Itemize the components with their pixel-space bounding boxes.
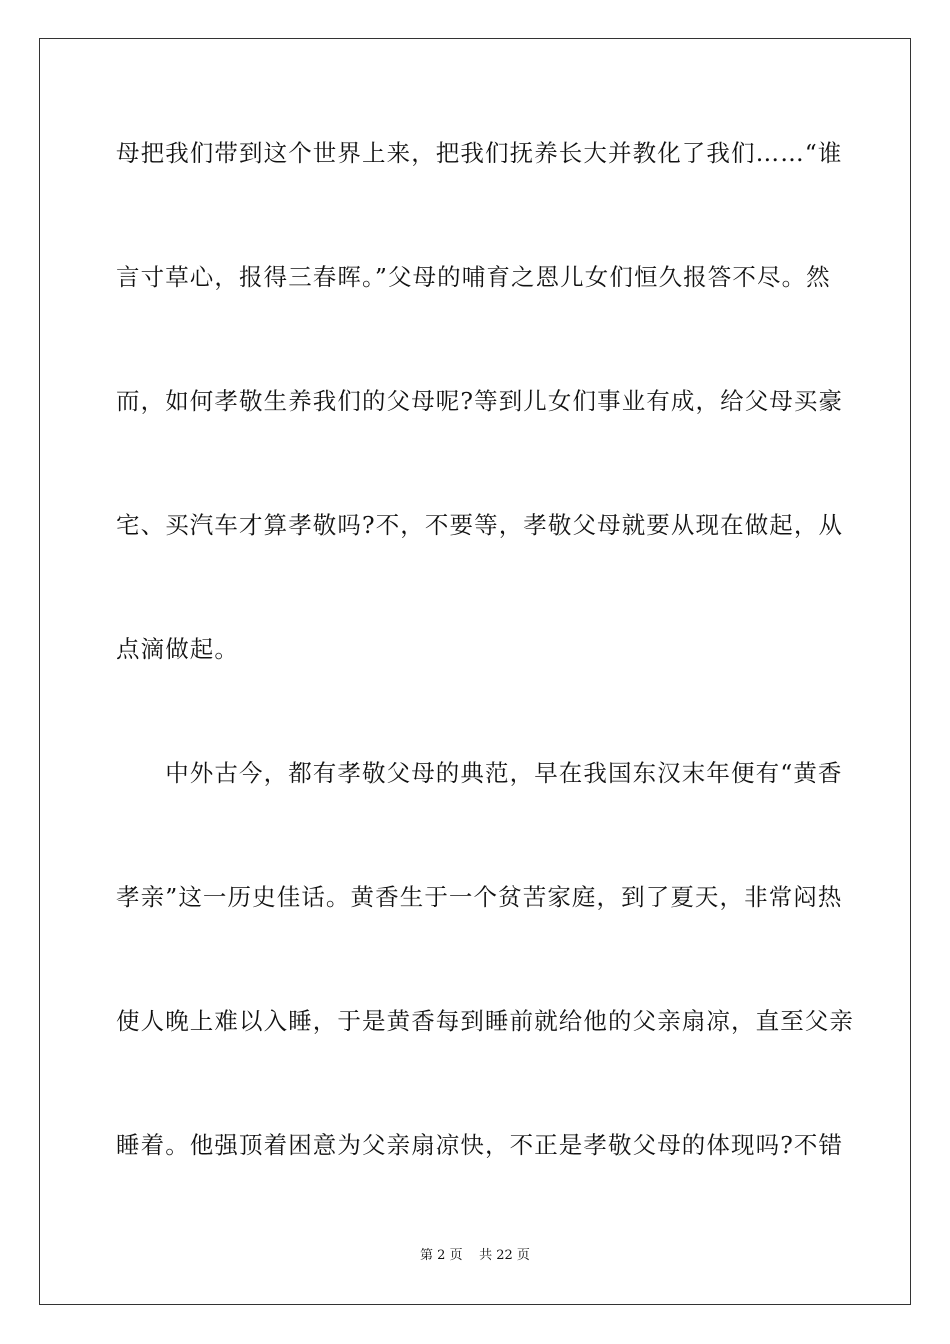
text-line-3: 而，如何孝敬生养我们的父母呢?等到儿女们事业有成，给父母买豪: [116, 387, 844, 415]
text-line-9: 睡着。他强顶着困意为父亲扇凉快，不正是孝敬父母的体现吗?不错: [116, 1131, 844, 1159]
page-number: 第 2 页: [420, 1248, 463, 1263]
page-total: 共 22 页: [479, 1248, 530, 1263]
text-line-1: 母把我们带到这个世界上来，把我们抚养长大并教化了我们……“谁: [116, 139, 843, 167]
text-line-4: 宅、买汽车才算孝敬吗?不，不要等，孝敬父母就要从现在做起，从: [116, 511, 844, 539]
text-line-8: 使人晚上难以入睡，于是黄香每到睡前就给他的父亲扇凉，直至父亲: [116, 1007, 854, 1035]
page-footer: [0, 1247, 950, 1265]
text-line-7: 孝亲”这一历史佳话。黄香生于一个贫苦家庭，到了夏天，非常闷热: [116, 883, 843, 911]
page-frame: [39, 38, 911, 1305]
text-line-5: 点滴做起。: [116, 635, 239, 663]
text-line-2: 言寸草心，报得三春晖。”父母的哺育之恩儿女们恒久报答不尽。然: [116, 263, 831, 291]
text-line-6: 中外古今，都有孝敬父母的典范，早在我国东汉末年便有“黄香: [116, 759, 843, 787]
